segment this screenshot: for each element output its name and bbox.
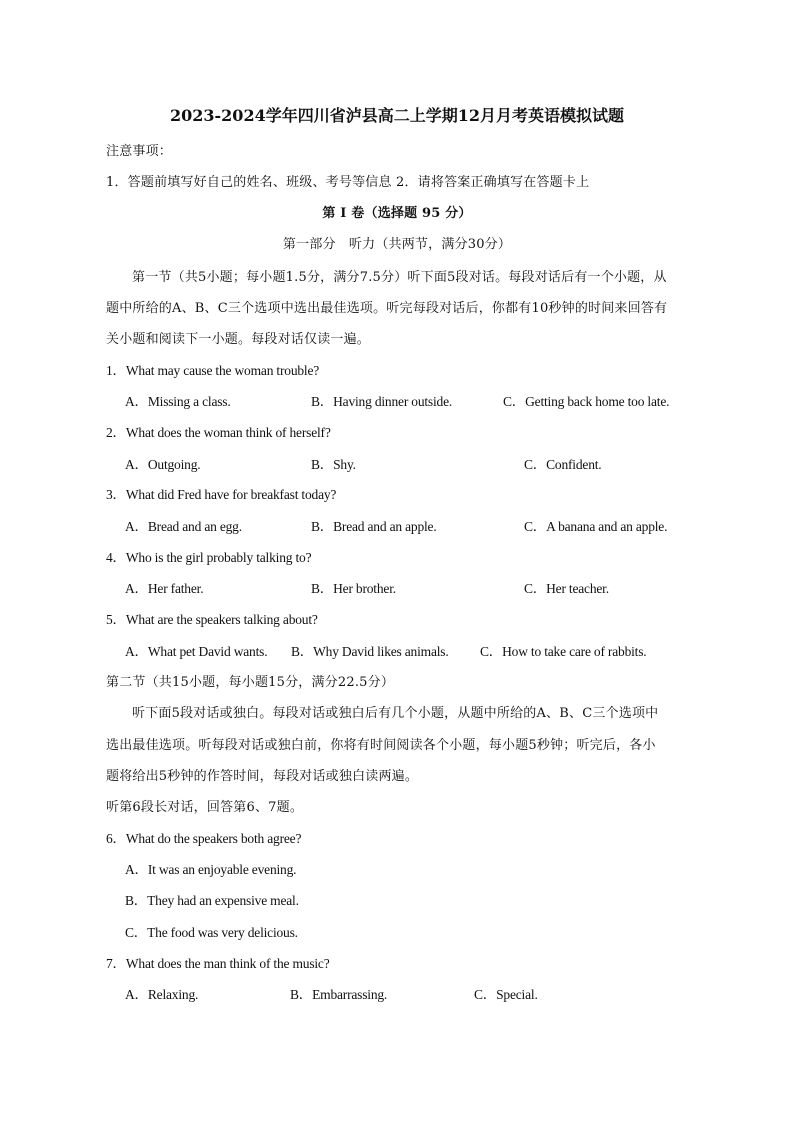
section2-para-line: 听下面5段对话或独白。每段对话或独白后有几个小题，从题中所给的A、B、C三个选项中 (132, 706, 659, 721)
question-1: 1．What may cause the woman trouble? (106, 363, 320, 378)
q3-option-a: A．Bread and an egg. (125, 519, 242, 534)
question-6: 6．What do the speakers both agree? (106, 831, 302, 846)
q2-option-a: A．Outgoing. (125, 457, 201, 472)
section2-para-line: 题将给出5秒钟的作答时间，每段对话或独白读两遍。 (106, 769, 419, 784)
dialog6-intro: 听第6段长对话，回答第6、7题。 (106, 800, 304, 815)
section1-para-line: 题中所给的A、B、C三个选项中选出最佳选项。听完每段对话后，你都有10秒钟的时间来回答有 (106, 301, 668, 316)
section1-para-line: 第一节（共5小题；每小题1.5分，满分7.5分）听下面5段对话。每段对话后有一个小题，从 (132, 270, 667, 285)
q5-option-a: A．What pet David wants. (125, 644, 268, 659)
q2-option-c: C．Confident. (524, 457, 602, 472)
q3-option-b: B．Bread and an apple. (311, 519, 437, 534)
q6-option-c: C．The food was very delicious. (125, 925, 298, 940)
question-4: 4．Who is the girl probably talking to? (106, 550, 312, 565)
q4-option-a: A．Her father. (125, 581, 204, 596)
part1-heading: 第一部分 听力（共两节，满分30分） (282, 237, 512, 252)
q6-option-a: A．It was an enjoyable evening. (125, 862, 297, 877)
q1-option-b: B．Having dinner outside. (311, 394, 453, 409)
section2-para-line: 选出最佳选项。听每段对话或独白前，你将有时间阅读各个小题，每小题5秒钟；听完后，各小 (106, 738, 656, 753)
q7-option-b: B．Embarrassing. (290, 987, 388, 1002)
section1-para-line: 关小题和阅读下一小题。每段对话仅读一遍。 (106, 332, 371, 347)
q1-option-c: C．Getting back home too late. (503, 394, 670, 409)
section2-heading: 第二节（共15小题，每小题15分，满分22.5分） (106, 675, 395, 690)
q7-option-c: C．Special. (474, 987, 538, 1002)
q4-option-c: C．Her teacher. (524, 581, 609, 596)
q6-option-b: B．They had an expensive meal. (125, 893, 299, 908)
question-3: 3．What did Fred have for breakfast today? (106, 487, 337, 502)
notice-heading: 注意事项： (106, 144, 173, 159)
volume-heading: 第 I 卷（选择题 95 分） (322, 206, 472, 221)
q4-option-b: B．Her brother. (311, 581, 396, 596)
q5-option-c: C．How to take care of rabbits. (480, 644, 647, 659)
question-7: 7．What does the man think of the music? (106, 956, 330, 971)
notice-line: 1．答题前填写好自己的姓名、班级、考号等信息 2．请将答案正确填写在答题卡上 (106, 175, 590, 190)
question-5: 5．What are the speakers talking about? (106, 612, 318, 627)
q2-option-b: B．Shy. (311, 457, 356, 472)
page-title: 2023-2024学年四川省泸县高二上学期12月月考英语模拟试题 (170, 106, 624, 125)
q1-option-a: A．Missing a class. (125, 394, 231, 409)
q7-option-a: A．Relaxing. (125, 987, 199, 1002)
q5-option-b: B．Why David likes animals. (291, 644, 449, 659)
question-2: 2．What does the woman think of herself? (106, 425, 331, 440)
q3-option-c: C．A banana and an apple. (524, 519, 668, 534)
